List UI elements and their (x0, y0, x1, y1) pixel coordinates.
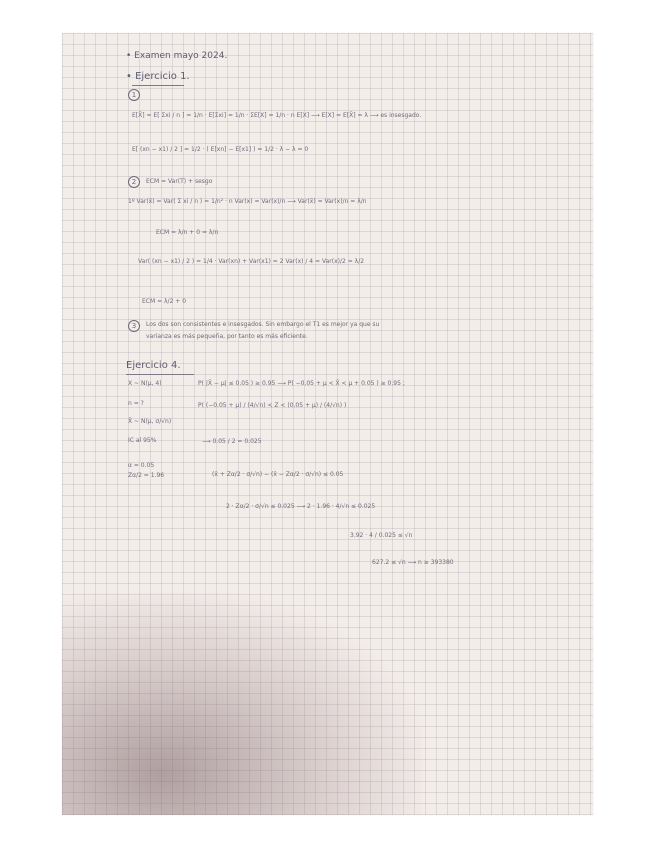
ex1-line-8: Los dos son consistentes e insesgados. Sin embargo el T1 es mejor ya que su (146, 321, 380, 328)
ex4-given-5: α = 0.05 (128, 462, 155, 469)
item-3-marker: 3 (128, 320, 140, 332)
ex1-line-5: ECM = λ/n + 0 = λ/n (156, 229, 219, 236)
notebook-page (62, 33, 593, 815)
exercise-1-underline (132, 85, 184, 86)
ex1-line-7: ECM = λ/2 + 0 (142, 298, 187, 305)
ex4-given-1: X ~ N(μ, 4) (128, 380, 162, 387)
ex4-given-3: X̄ ~ N(μ, σ/√n) (128, 418, 172, 425)
ex4-step-7: 627.2 ≤ √n ⟶ n ≥ 393380 (372, 559, 454, 566)
ex1-line-3: ECM = Var(T) + sesgo (146, 178, 213, 185)
item-1-marker: 1 (128, 89, 140, 101)
ex4-step-1: P( |X̄ − μ| ≤ 0.05 ) ≥ 0.95 ⟶ P( −0.05 + μ < X̄ < μ + 0.05 ) ≥ 0.95 ; (198, 380, 405, 387)
exercise-1-heading: • Ejercicio 1. (126, 71, 190, 82)
ex4-given-2: n = ? (128, 400, 144, 407)
ex1-line-6: Var( (xn − x1) / 2 ) = 1/4 · Var(xn) + Var(x1) = 2 Var(x) / 4 = Var(x)/2 = λ/2 (138, 258, 365, 265)
item-2-marker: 2 (128, 176, 140, 188)
exam-title: • Examen mayo 2024. (126, 51, 228, 61)
ex1-line-2: E[ (xn − x1) / 2 ] = 1/2 · ( E[xn] − E[x1] ) = 1/2 · λ − λ = 0 (132, 146, 309, 153)
ex4-step-2: P( (−0.05 + μ) / (4/√n) < Z < (0.05 + μ) / (4/√n) ) (198, 402, 347, 409)
ex4-step-6: 3.92 · 4 / 0.025 ≤ √n (350, 532, 413, 539)
photo-shadow (62, 593, 422, 815)
ex4-given-6: Zα/2 = 1.96 (128, 472, 165, 479)
ex1-line-9: varianza es más pequeña, por tanto es más eficiente. (146, 333, 308, 340)
ex4-given-4: IC al 95% (128, 437, 157, 444)
ex4-step-5: 2 · Zα/2 · σ/√n ≤ 0.025 ⟶ 2 · 1.96 · 4/√n ≤ 0.025 (226, 503, 376, 510)
ex1-line-1: E[X̄] = E[ Σxi / n ] = 1/n · E[Σxi] = 1/n · ΣE[X] = 1/n · n E[X] ⟶ E[X] = E[X̄] = λ ⟶ es insesgado. (132, 112, 422, 119)
ex4-step-3: ⟶ 0.05 / 2 = 0.025 (202, 438, 262, 445)
ex4-step-4: (x̄ + Zα/2 · σ/√n) − (x̄ − Zα/2 · σ/√n) ≤ 0.05 (212, 471, 344, 478)
exercise-4-underline (126, 374, 194, 375)
exercise-4-heading: Ejercicio 4. (126, 360, 181, 371)
ex1-line-4: 1º Var(x̄) = Var( Σ xi / n ) = 1/n² · n Var(x) = Var(x)/n ⟶ Var(x̄) = Var(x)/n = λ/n (128, 198, 367, 205)
